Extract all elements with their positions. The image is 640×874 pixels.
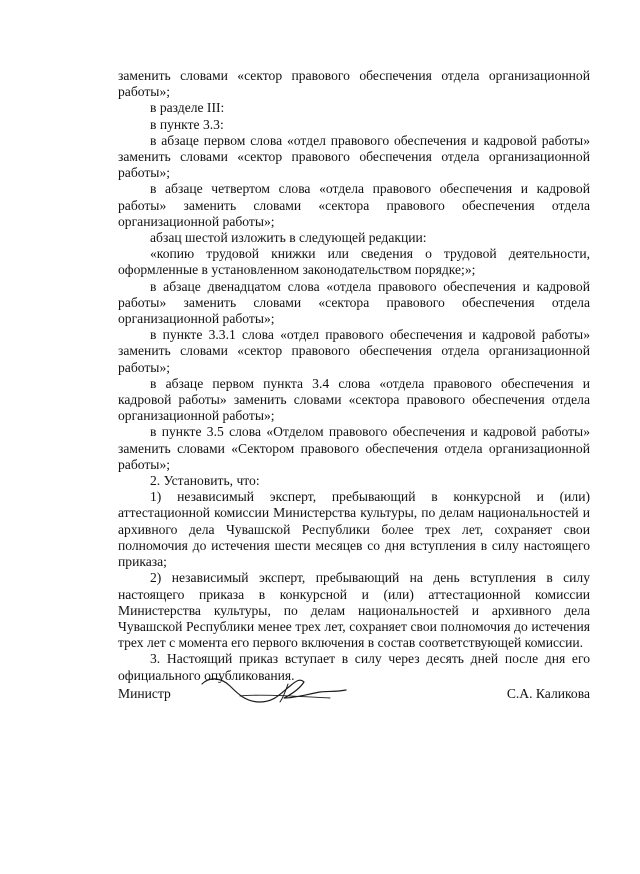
paragraph: в пункте 3.3.1 слова «отдел правового обеспечения и кадровой работы» заменить словами «сектор правового обеспечения отдела организационной работы»; <box>118 327 590 375</box>
paragraph: в пункте 3.3: <box>150 116 224 132</box>
paragraph: 2) независимый эксперт, пребывающий на день вступления в силу настоящего приказа в конкурсной и (или) аттестационной комиссии Министерства культуры, по делам национальностей и архивного дела Чувашской Республики менее трех лет, сохраняет свои полномочия до истечения трех лет с момента его первого включения в состав соответствующей комиссии. <box>118 570 590 651</box>
paragraph: абзац шестой изложить в следующей редакции: <box>150 230 427 246</box>
paragraph: в абзаце четвертом слова «отдела правового обеспечения и кадровой работы» заменить словами «сектора правового обеспечения отдела организационной работы»; <box>118 181 590 229</box>
handwritten-signature-icon <box>200 672 350 712</box>
paragraph: «копию трудовой книжки или сведения о трудовой деятельности, оформленные в установленном законодательством порядке;»; <box>118 246 590 278</box>
paragraph: в абзаце двенадцатом слова «отдела правового обеспечения и кадровой работы» заменить словами «сектора правового обеспечения отдела организационной работы»; <box>118 278 590 327</box>
paragraph: в абзаце первом слова «отдел правового обеспечения и кадровой работы» заменить словами «сектор правового обеспечения отдела организационной работы»; <box>118 132 590 181</box>
paragraph: 2. Установить, что: <box>150 473 260 489</box>
paragraph: заменить словами «сектор правового обеспечения отдела организационной работы»; <box>118 68 590 100</box>
signatory-name: С.А. Каликова <box>506 686 590 701</box>
signature-block <box>118 672 590 712</box>
paragraph: 3. Настоящий приказ вступает в силу через десять дней после дня его официального опубликования. <box>118 651 590 683</box>
paragraph: в пункте 3.5 слова «Отделом правового обеспечения и кадровой работы» заменить словами «Сектором правового обеспечения отдела организационной работы»; <box>118 424 590 472</box>
document-body <box>118 68 590 684</box>
paragraph: в разделе III: <box>150 100 225 116</box>
signatory-title: Министр <box>118 686 171 701</box>
paragraph: в абзаце первом пункта 3.4 слова «отдела правового обеспечения и кадровой работы» заменить словами «сектора правового обеспечения отдела организационной работы»; <box>118 375 590 424</box>
paragraph: 1) независимый эксперт, пребывающий в конкурсной и (или) аттестационной комиссии Министерства культуры, по делам национальностей и архивного дела Чувашской Республики более трех лет, сохраняет свои полномочия до истечения шести месяцев со дня вступления в силу настоящего приказа; <box>118 489 590 570</box>
